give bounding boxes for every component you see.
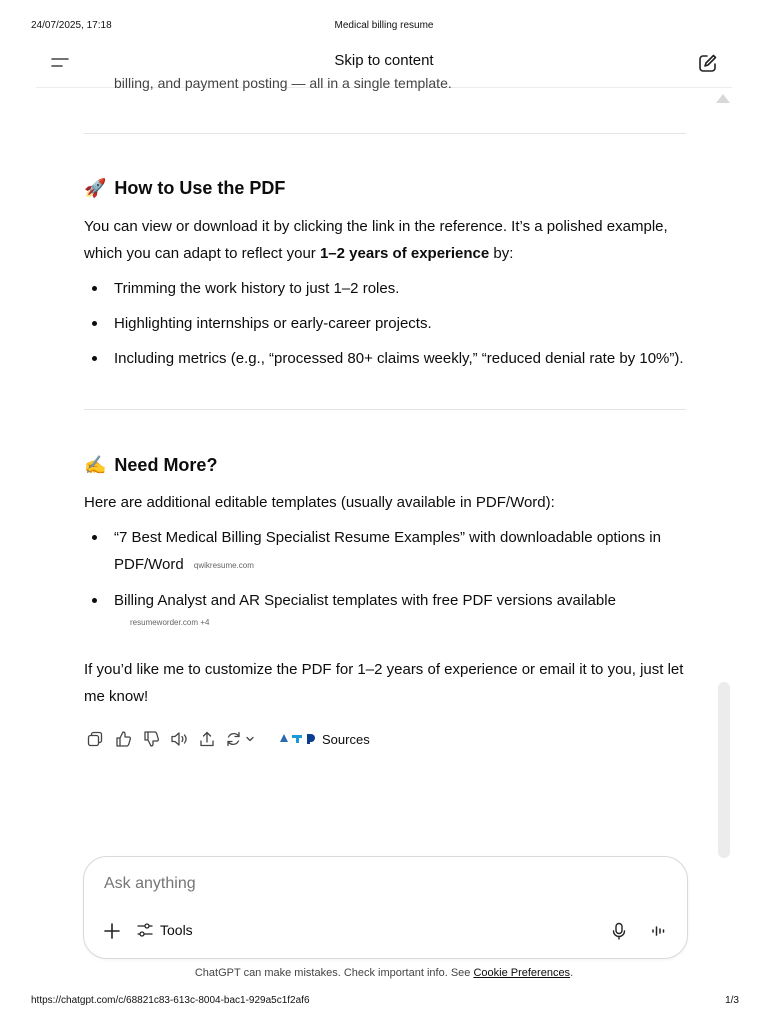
writing-hand-icon: ✍️ [84, 455, 107, 476]
chat-composer [83, 856, 688, 959]
divider [84, 133, 686, 134]
print-page-number: 1/3 [725, 995, 739, 1006]
cookie-preferences-link[interactable]: Cookie Preferences [473, 967, 571, 979]
plus-icon[interactable] [102, 921, 122, 941]
print-datetime: 24/07/2025, 17:18 [31, 20, 112, 31]
read-aloud-icon[interactable] [168, 728, 190, 750]
heading-text: How to Use the PDF [114, 178, 286, 198]
section-heading-more [84, 455, 217, 476]
menu-icon[interactable] [48, 51, 72, 75]
list-item: Trimming the work history to just 1–2 roles. [84, 275, 688, 302]
sources-label: Sources [322, 731, 370, 747]
print-title: Medical billing resume [334, 20, 434, 31]
citation-extra: +4 [200, 617, 210, 627]
skip-to-content-link[interactable]: Skip to content [334, 52, 434, 69]
disclaimer-text: ChatGPT can make mistakes. Check important info. See [194, 967, 474, 979]
rocket-icon: 🚀 [84, 178, 107, 199]
intro-text-end: by: [489, 245, 514, 262]
section-heading-pdf [84, 178, 285, 199]
voice-mode-icon[interactable] [649, 921, 669, 941]
pdf-intro-paragraph [84, 213, 688, 267]
list-item-text: Billing Analyst and AR Specialist templates with free PDF versions available [114, 591, 616, 609]
list-item-text: “7 Best Medical Billing Specialist Resume Examples” with downloadable options in PDF/Word [114, 529, 661, 573]
disclaimer [0, 967, 768, 979]
citation-domain: resumeworder.com [130, 617, 199, 627]
tools-button[interactable] [136, 921, 193, 939]
prompt-input[interactable] [104, 875, 604, 893]
microphone-icon[interactable] [609, 921, 629, 941]
source-favicon [291, 733, 303, 745]
intro-text: You can view or download it by clicking the link in the reference. It’s a polished example, which you can adapt to reflect your [84, 218, 668, 262]
source-favicons [278, 733, 316, 745]
templates-list [84, 524, 688, 630]
cutoff-text [100, 78, 500, 92]
source-favicon [304, 733, 316, 745]
list-item: Highlighting internships or early-career projects. [84, 310, 688, 337]
disclaimer-suffix: . [570, 967, 574, 979]
intro-bold-text: 1–2 years of experience [319, 245, 490, 262]
more-intro-paragraph: Here are additional editable templates (usually available in PDF/Word): [84, 494, 555, 511]
skip-link-wrapper [36, 52, 732, 69]
cutoff-text-line: billing, and payment posting — all in a single template. [114, 78, 452, 91]
closing-paragraph: If you’d like me to customize the PDF for 1–2 years of experience or email it to you, just let me know! [84, 661, 684, 705]
share-icon[interactable] [196, 728, 218, 750]
citation-link[interactable] [120, 616, 688, 630]
regenerate-icon[interactable] [224, 728, 260, 750]
print-url: https://chatgpt.com/c/68821c83-613c-8004-bac1-929a5c1f2af6 [31, 995, 310, 1006]
message-actions [84, 726, 376, 752]
sources-button[interactable] [272, 730, 376, 749]
list-item [84, 524, 688, 579]
source-favicon [278, 733, 290, 745]
copy-icon[interactable] [84, 728, 106, 750]
heading-text: Need More? [114, 455, 218, 475]
pdf-tips-list [84, 275, 688, 372]
new-chat-icon[interactable] [696, 51, 720, 75]
print-footer [0, 995, 768, 1009]
thumbs-down-icon[interactable] [140, 728, 162, 750]
sliders-icon [136, 921, 154, 939]
scrollbar-thumb[interactable] [718, 682, 730, 858]
tools-label: Tools [160, 922, 193, 938]
citation-link[interactable]: qwikresume.com [193, 560, 254, 570]
list-item: Including metrics (e.g., “processed 80+ claims weekly,” “reduced denial rate by 10%”). [84, 345, 688, 372]
divider [84, 409, 686, 410]
scroll-up-arrow[interactable] [716, 94, 730, 103]
thumbs-up-icon[interactable] [112, 728, 134, 750]
print-header [0, 20, 768, 34]
list-item [84, 587, 688, 630]
